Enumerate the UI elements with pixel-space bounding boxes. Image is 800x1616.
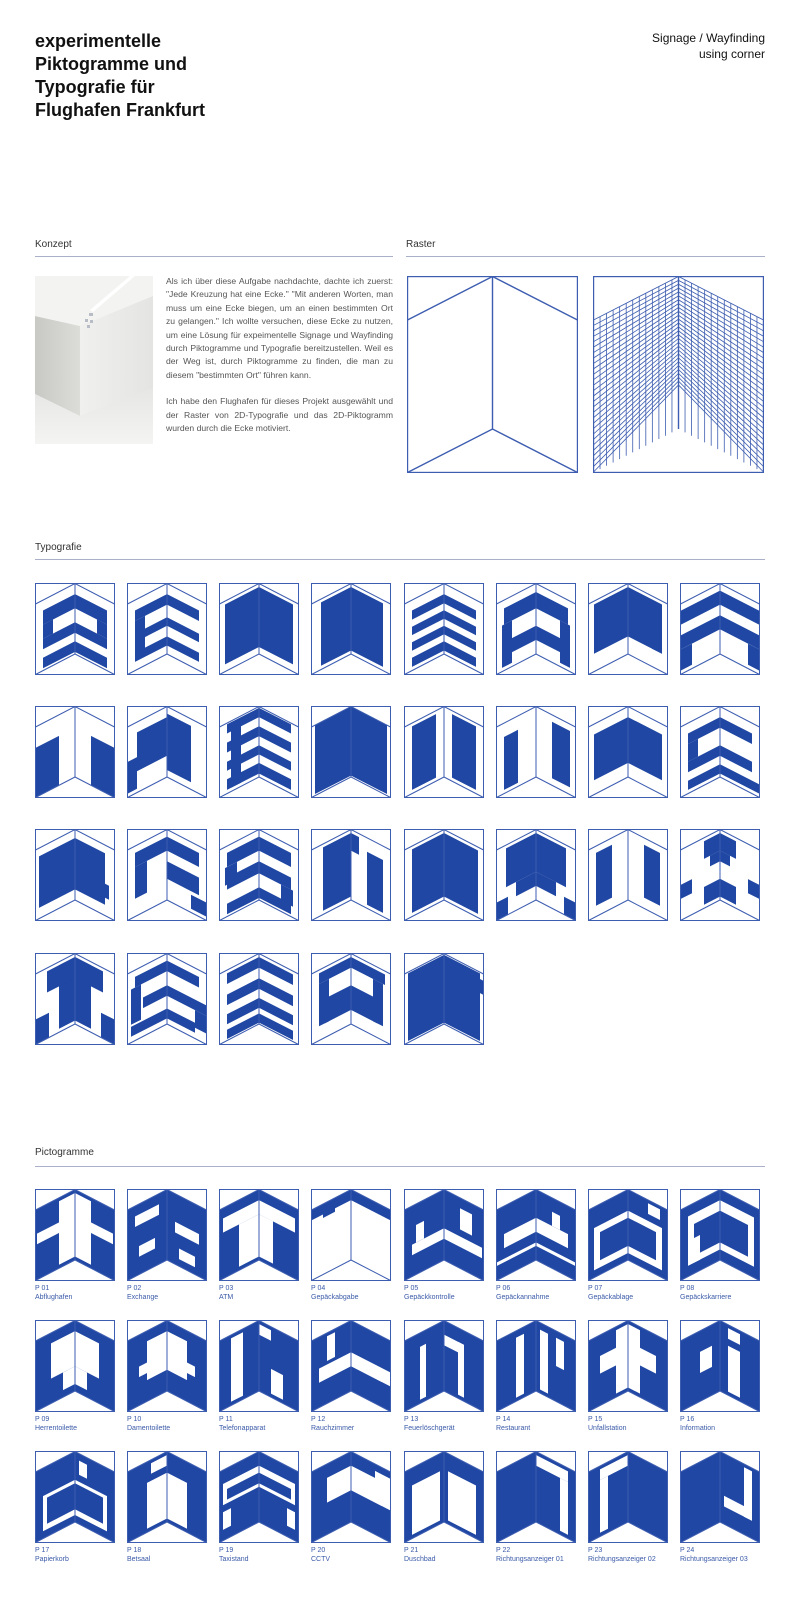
pictogram-name: ATM — [219, 1294, 234, 1301]
pictogram-name: Richtungsanzeiger 02 — [588, 1556, 656, 1563]
pictogram-tile — [404, 1320, 484, 1412]
subtitle-line: Signage / Wayfinding — [652, 31, 765, 45]
typography-glyph-tile — [404, 583, 484, 675]
section-divider — [35, 256, 393, 257]
pictogram-code: P 12 — [311, 1416, 326, 1423]
title-line: experimentelle — [35, 31, 162, 51]
typography-glyph-tile — [588, 829, 668, 921]
section-divider — [35, 559, 765, 560]
pictogram-name: Unfallstation — [588, 1425, 627, 1432]
title-line: Flughafen Frankfurt — [35, 100, 205, 120]
pictogram-name: Gepäckskarriere — [680, 1294, 732, 1301]
pictogram-tile — [127, 1320, 207, 1412]
pictogram-tile — [35, 1320, 115, 1412]
pictogram-tile — [404, 1451, 484, 1543]
subtitle-line: using corner — [698, 47, 765, 61]
typography-glyph-tile — [127, 583, 207, 675]
typography-glyph-tile — [588, 583, 668, 675]
pictogram-tile — [219, 1189, 299, 1281]
pictogram-name: Feuerlöschgerät — [404, 1425, 455, 1432]
typography-glyph-tile — [219, 583, 299, 675]
typography-glyph-tile — [496, 829, 576, 921]
concept-text — [166, 275, 393, 448]
pictogram-name: Restaurant — [496, 1425, 531, 1432]
typography-glyph-tile — [35, 706, 115, 798]
pictogram-name: Richtungsanzeiger 01 — [496, 1556, 564, 1563]
typography-glyph-tile — [35, 953, 115, 1045]
pictogram-code: P 05 — [404, 1285, 419, 1292]
page-subtitle — [652, 30, 765, 62]
typography-glyph-tile — [127, 829, 207, 921]
pictogram-name: Exchange — [127, 1294, 159, 1301]
pictogram-code: P 06 — [496, 1285, 511, 1292]
typography-glyph-tile — [311, 953, 391, 1045]
pictogram-code: P 09 — [35, 1416, 50, 1423]
typography-glyph-tile — [680, 706, 760, 798]
pictogram-name: Damentoilette — [127, 1425, 171, 1432]
section-label-pictogramme: Pictogramme — [35, 1147, 94, 1158]
pictogram-tile — [311, 1320, 391, 1412]
pictogram-tile — [35, 1451, 115, 1543]
pictogram-name: Herrentoilette — [35, 1425, 78, 1432]
typography-glyph-tile — [311, 829, 391, 921]
pictogram-name: Richtungsanzeiger 03 — [680, 1556, 748, 1563]
pictogram-tile — [680, 1451, 760, 1543]
pictogram-tile — [680, 1320, 760, 1412]
title-line: Piktogramme und — [35, 54, 188, 74]
typography-glyph-tile — [496, 706, 576, 798]
pictogram-code: P 21 — [404, 1547, 419, 1554]
typography-glyph-tile — [404, 953, 484, 1045]
pictogram-code: P 03 — [219, 1285, 234, 1292]
pictogram-tile — [219, 1451, 299, 1543]
pictogram-name: Gepäckkontrolle — [404, 1294, 455, 1301]
typography-glyph-tile — [127, 953, 207, 1045]
raster-diagram-grid — [593, 276, 764, 473]
page-title — [35, 30, 205, 122]
pictogram-code: P 15 — [588, 1416, 603, 1423]
pictogram-code: P 17 — [35, 1547, 50, 1554]
pictogram-code: P 08 — [680, 1285, 695, 1292]
typography-glyph-tile — [219, 953, 299, 1045]
pictogram-code: P 02 — [127, 1285, 142, 1292]
concept-paragraph: Ich habe den Flughafen für dieses Projekt ausgewählt und der Raster von 2D-Typografie und das 2D-Piktogramm wurden durch die Ecke motiviert. — [166, 396, 393, 434]
typography-glyph-tile — [127, 706, 207, 798]
pictogram-tile — [496, 1320, 576, 1412]
typography-glyph-tile — [311, 583, 391, 675]
pictogram-name: Betsaal — [127, 1556, 151, 1563]
section-label-raster: Raster — [406, 239, 436, 250]
typography-glyph-tile — [404, 829, 484, 921]
pictogram-name: Rauchzimmer — [311, 1425, 355, 1432]
section-label-typografie: Typografie — [35, 542, 82, 553]
pictogram-code: P 11 — [219, 1416, 233, 1423]
typography-glyph-tile — [588, 706, 668, 798]
pictogram-code: P 14 — [496, 1416, 511, 1423]
pictogram-tile — [219, 1320, 299, 1412]
section-divider — [35, 1166, 765, 1167]
typography-glyph-tile — [404, 706, 484, 798]
pictogram-name: Abflughafen — [35, 1294, 73, 1301]
pictogram-tile — [311, 1451, 391, 1543]
pictogram-tile — [588, 1451, 668, 1543]
typography-glyph-tile — [219, 706, 299, 798]
pictogram-tile — [496, 1451, 576, 1543]
section-label-konzept: Konzept — [35, 239, 72, 250]
pictogram-code: P 19 — [219, 1547, 234, 1554]
pictogram-name: Gepäckannahme — [496, 1294, 550, 1301]
raster-diagram-basic — [407, 276, 578, 473]
pictogram-name: Duschbad — [404, 1556, 436, 1563]
pictogram-code: P 13 — [404, 1416, 419, 1423]
pictogram-code: P 07 — [588, 1285, 603, 1292]
typography-glyph-tile — [680, 583, 760, 675]
typography-glyph-tile — [35, 829, 115, 921]
pictogram-name: Taxistand — [219, 1556, 249, 1563]
pictogram-code: P 23 — [588, 1547, 603, 1554]
pictogram-tile — [588, 1189, 668, 1281]
typography-glyph-tile — [311, 706, 391, 798]
pictogram-tile — [127, 1451, 207, 1543]
pictogram-name: Information — [680, 1425, 716, 1432]
pictogram-name: Telefonapparat — [219, 1425, 266, 1432]
pictogram-name: Papierkorb — [35, 1556, 69, 1563]
pictogram-name: Gepäckabgabe — [311, 1294, 359, 1301]
pictogram-code: P 10 — [127, 1416, 142, 1423]
pictogram-tile — [496, 1189, 576, 1281]
pictogram-code: P 04 — [311, 1285, 326, 1292]
concept-paragraph: Als ich über diese Aufgabe nachdachte, dachte ich zuerst: "Jede Kreuzung hat eine Ecke." "Mit anderen Worten, man muss um eine Ecke biegen, um an einen bestimmten Ort zu gelangen." Ich wollte versuchen, diese Ecke zu nutzen, um eine Lösung für expeimentelle Signage und Wayfinding durch Piktogramme und Typografie bereitzustellen. Weil es der Weg ist, durch Piktogramme zu finden, die man zu diesem "bestimmten Ort" führen kann. — [166, 276, 393, 380]
typography-glyph-tile — [219, 829, 299, 921]
title-line: Typografie für — [35, 77, 155, 97]
pictogram-tile — [404, 1189, 484, 1281]
pictogram-name: CCTV — [311, 1556, 331, 1563]
typography-glyph-tile — [496, 583, 576, 675]
section-divider — [406, 256, 765, 257]
pictogram-name: Gepäckablage — [588, 1294, 634, 1301]
pictogram-code: P 18 — [127, 1547, 142, 1554]
pictogram-tile — [588, 1320, 668, 1412]
pictogram-code: P 22 — [496, 1547, 511, 1554]
concept-photo — [35, 276, 153, 444]
pictogram-code: P 20 — [311, 1547, 326, 1554]
typography-glyph-tile — [680, 829, 760, 921]
pictogram-tile — [680, 1189, 760, 1281]
pictogram-code: P 24 — [680, 1547, 695, 1554]
typography-glyph-tile — [35, 583, 115, 675]
pictogram-code: P 01 — [35, 1285, 50, 1292]
pictogram-tile — [35, 1189, 115, 1281]
pictogram-tile — [311, 1189, 391, 1281]
pictogram-code: P 16 — [680, 1416, 695, 1423]
pictogram-tile — [127, 1189, 207, 1281]
